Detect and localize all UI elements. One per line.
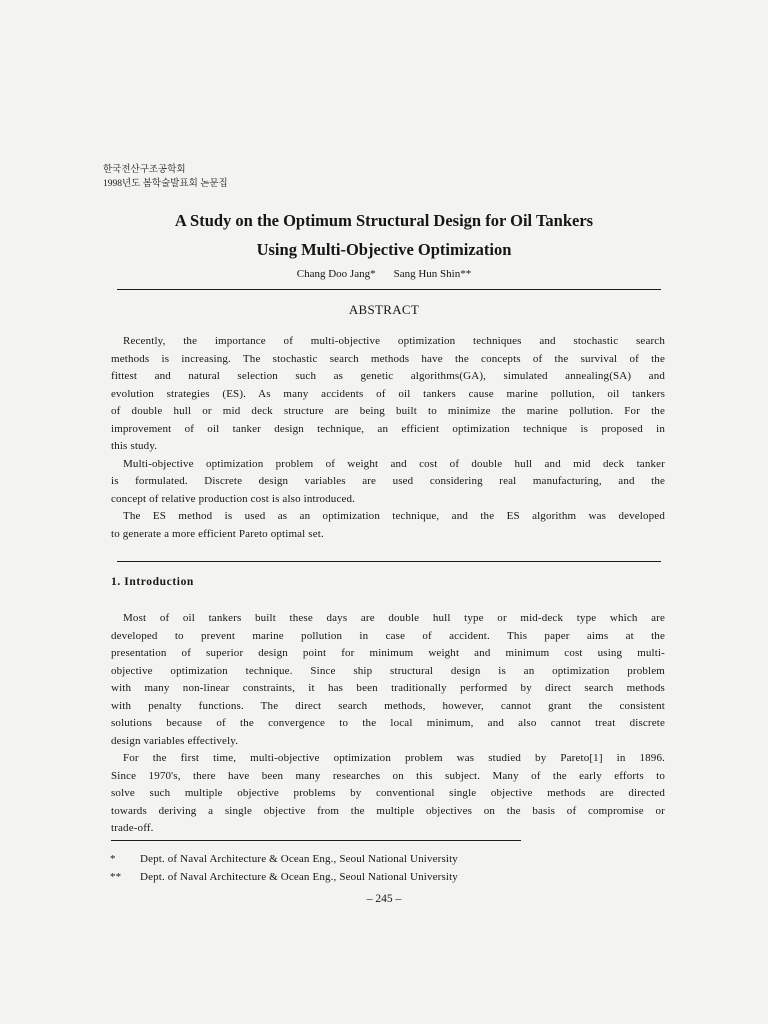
page-number: – 245 –: [366, 893, 402, 905]
intro-line: solve such multiple objective problems by conventional single objective methods are directed: [111, 787, 665, 799]
author-2: Sang Hun Shin**: [393, 268, 472, 280]
paper-title-line-2: Using Multi-Objective Optimization: [256, 240, 512, 259]
intro-line: presentation of superior design point for minimum weight and minimum cost using multi-: [111, 647, 665, 659]
conference-header: [103, 163, 228, 191]
journal-name: 한국전산구조공학회: [103, 165, 186, 175]
abstract-line: improvement of oil tanker design technique, an efficient optimization technique is proposed in: [111, 422, 665, 435]
intro-line: For the first time, multi-objective optimization problem was studied by Pareto[1] in 1896.: [123, 752, 665, 764]
abstract-line: Multi-objective optimization problem of weight and cost of double hull and mid deck tanker: [123, 457, 665, 470]
intro-line: developed to prevent marine pollution in case of accident. This paper aims at the: [111, 629, 665, 642]
author-1: Chang Doo Jang*: [296, 268, 376, 280]
abstract-line: fittest and natural selection such as genetic algorithms(GA), simulated annealing(SA) and: [111, 370, 665, 382]
abstract-line: methods is increasing. The stochastic search methods have the concepts of the survival of the: [111, 352, 665, 365]
abstract-heading: ABSTRACT: [348, 302, 420, 317]
abstract-line: concept of relative production cost is also introduced.: [111, 492, 356, 505]
section-heading: 1. Introduction: [111, 576, 194, 588]
footnote-text: Dept. of Naval Architecture & Ocean Eng., Seoul National University: [140, 853, 458, 865]
abstract-line: is formulated. Discrete design variables are used considering real manufacturing, and the: [111, 475, 665, 487]
intro-line: solutions because of the convergence to the local minimum, and also cannot treat discrete: [111, 717, 665, 729]
intro-line: design variables effectively.: [111, 734, 239, 747]
conference-proceedings: 1998년도 봄학술발표회 논문집: [103, 179, 228, 189]
footnote-2: [110, 871, 458, 883]
intro-line: Since 1970's, there have been many researches on this subject. Many of the early efforts to: [111, 769, 665, 782]
intro-line: objective optimization technique. Since ship structural design is an optimization problem: [111, 664, 665, 677]
author-list: [0, 268, 768, 280]
intro-line: with many non-linear constraints, it has been traditionally performed by direct search methods: [111, 682, 665, 694]
abstract-line: The ES method is used as an optimization technique, and the ES algorithm was developed: [123, 510, 665, 522]
footnote-marker: *: [110, 853, 116, 865]
paper-title-line-1: A Study on the Optimum Structural Design for Oil Tankers: [174, 211, 594, 230]
abstract-line: to generate a more efficient Pareto optimal set.: [111, 527, 324, 540]
abstract-line: Recently, the importance of multi-objective optimization techniques and stochastic search: [123, 335, 665, 347]
intro-line: trade-off.: [111, 822, 154, 834]
abstract-body: [111, 333, 665, 543]
abstract-divider: [117, 561, 661, 562]
intro-line: with penalty functions. The direct search methods, however, cannot grant the consistent: [111, 699, 665, 712]
abstract-line: this study.: [111, 440, 158, 452]
footnote-marker: **: [110, 871, 122, 883]
footnote-1: [110, 853, 458, 865]
abstract-line: evolution strategies (ES). As many accidents of oil tankers cause marine pollution, oil tankers: [111, 387, 665, 400]
footnote-text: Dept. of Naval Architecture & Ocean Eng., Seoul National University: [140, 871, 458, 883]
title-divider: [117, 289, 661, 290]
introduction-body: [111, 610, 665, 838]
footnote-divider: [111, 840, 521, 841]
abstract-line: of double hull or mid deck structure are being built to minimize the marine pollution. For the: [111, 405, 665, 417]
intro-line: towards deriving a single objective from the multiple objectives on the basis of compromise or: [111, 804, 665, 817]
intro-line: Most of oil tankers built these days are double hull type or mid-deck type which are: [123, 612, 665, 624]
